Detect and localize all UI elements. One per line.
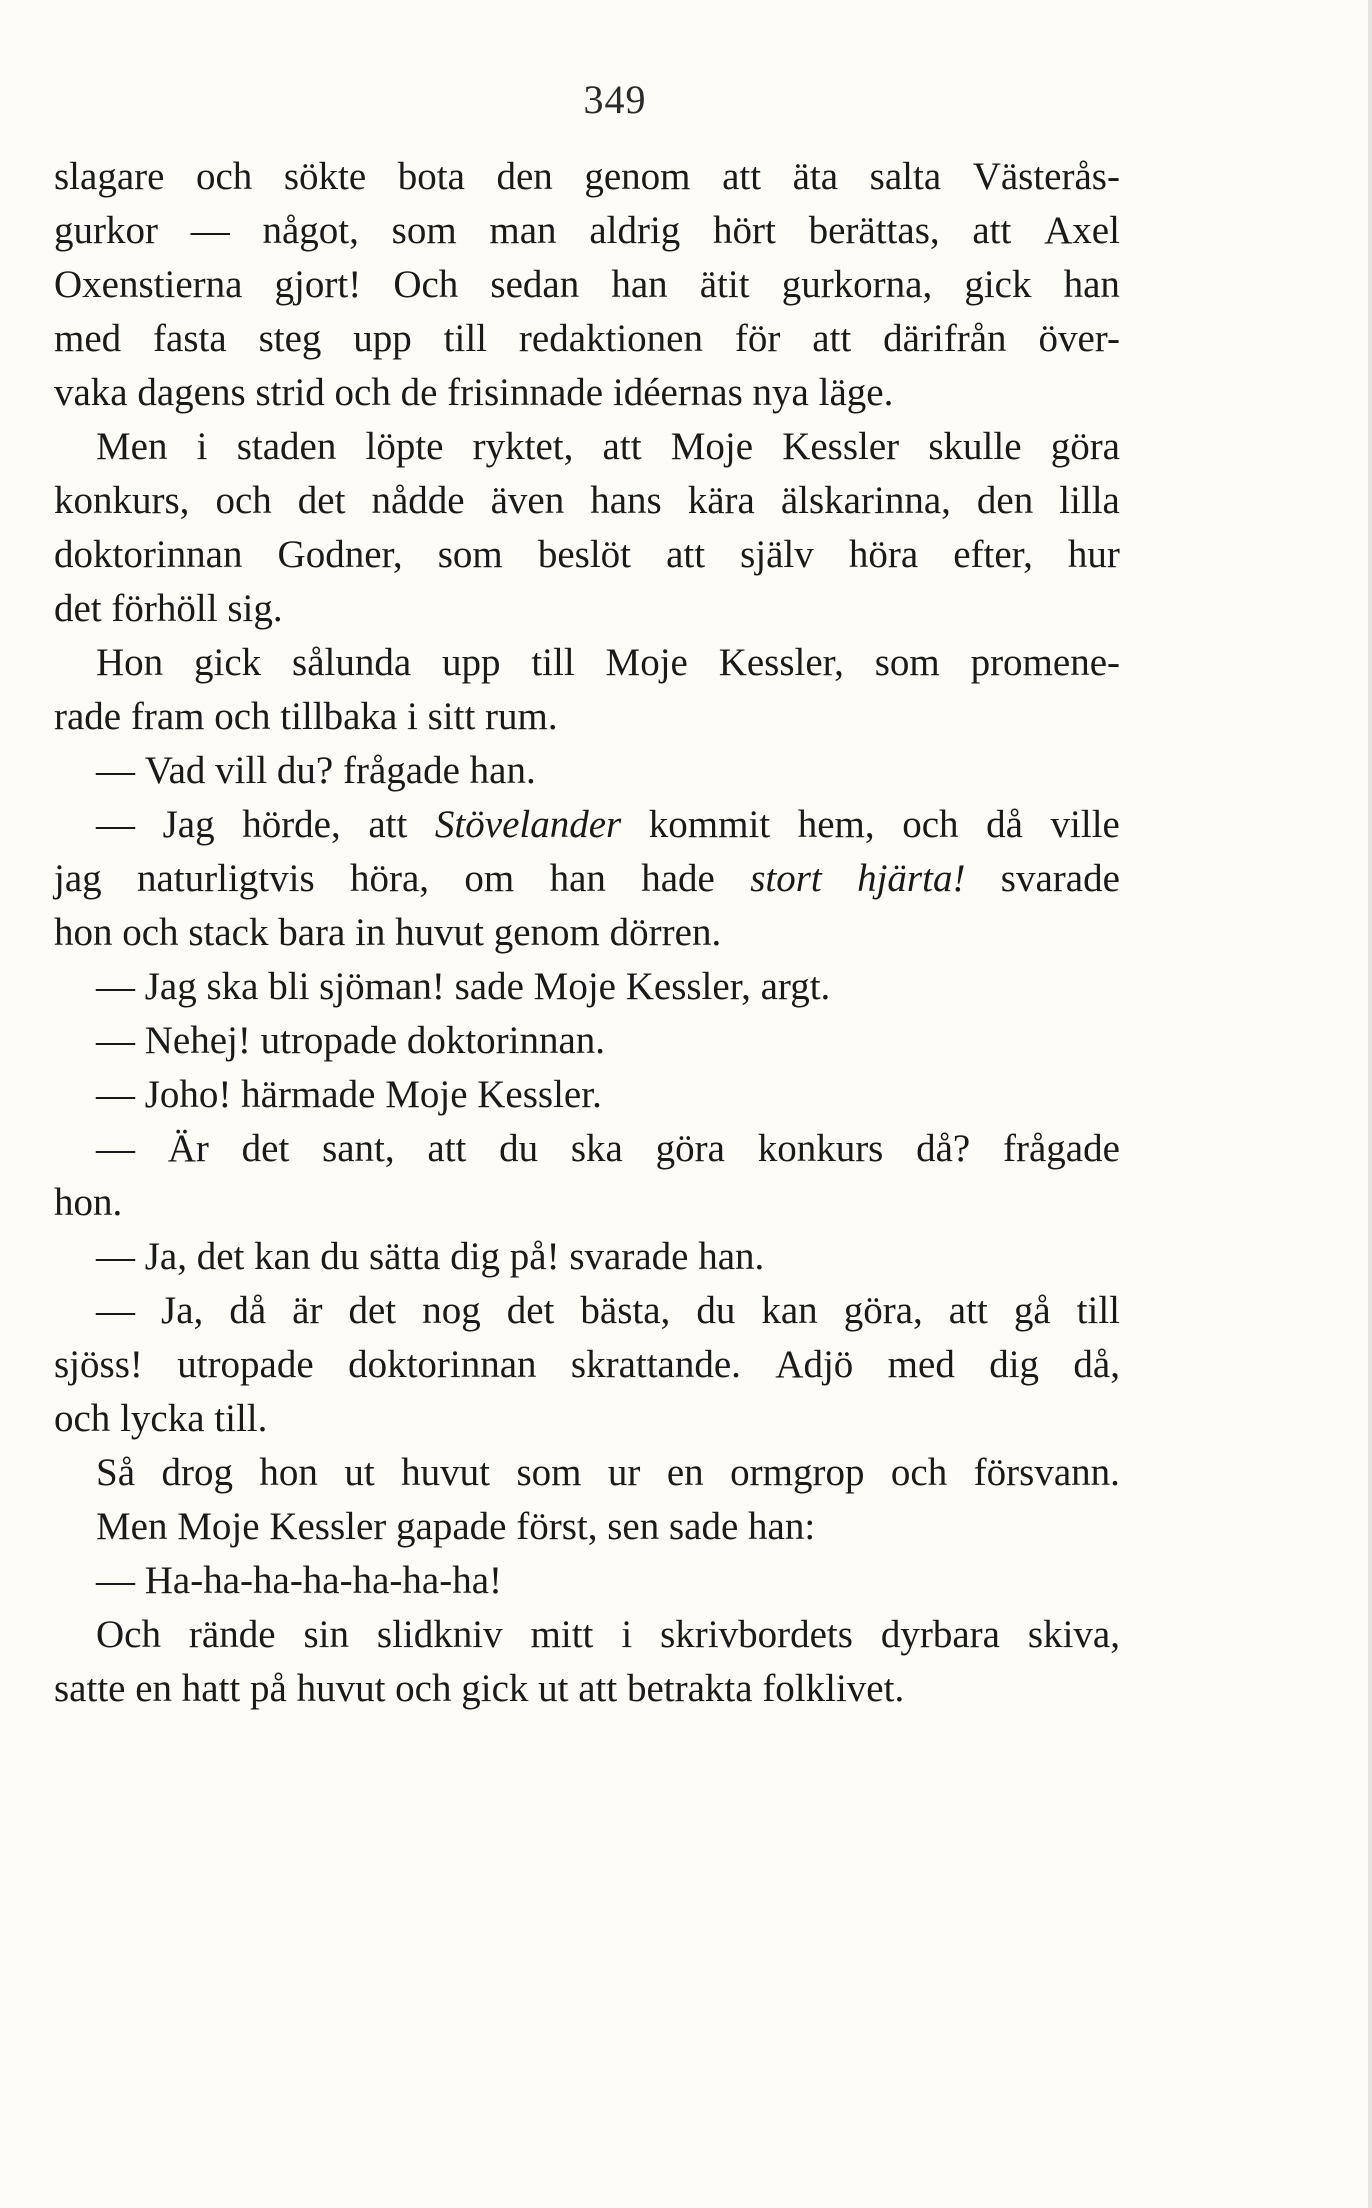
text-line: hon och stack bara in huvut genom dörren. [54, 911, 722, 954]
text-line: satte en hatt på huvut och gick ut att betrakta folklivet. [54, 1667, 905, 1710]
text-line: hon. [54, 1181, 123, 1224]
text-line: Så drog hon ut huvut som ur en ormgrop och försvann. [96, 1451, 1120, 1494]
text-line: — Nehej! utropade doktorinnan. [96, 1019, 606, 1062]
text-line: Men i staden löpte ryktet, att Moje Kessler skulle göra [96, 425, 1120, 468]
text-line: det förhöll sig. [54, 587, 283, 630]
text-line: doktorinnan Godner, som beslöt att själv höra efter, hur [54, 533, 1120, 576]
text-line: och lycka till. [54, 1397, 268, 1440]
text-line: Oxenstierna gjort! Och sedan han ätit gurkorna, gick han [54, 263, 1120, 306]
text-line: — Ja, då är det nog det bästa, du kan göra, att gå till [96, 1289, 1120, 1332]
text-line: med fasta steg upp till redaktionen för att därifrån över- [54, 317, 1120, 360]
text-line: — Ha-ha-ha-ha-ha-ha-ha! [96, 1559, 502, 1602]
text-line: — Vad vill du? frågade han. [96, 749, 536, 792]
text-line: rade fram och tillbaka i sitt rum. [54, 695, 558, 738]
text-line: — Joho! härmade Moje Kessler. [96, 1073, 602, 1116]
text-line: sjöss! utropade doktorinnan skrattande. Adjö med dig då, [54, 1343, 1120, 1386]
text-line: — Ja, det kan du sätta dig på! svarade han. [96, 1235, 765, 1278]
text-line: konkurs, och det nådde även hans kära älskarinna, den lilla [54, 479, 1120, 522]
text-line: gurkor — något, som man aldrig hört berättas, att Axel [54, 209, 1120, 252]
text-line: Och rände sin slidkniv mitt i skrivbordets dyrbara skiva, [96, 1613, 1120, 1656]
text-line: slagare och sökte bota den genom att äta salta Västerås- [54, 155, 1120, 198]
text-line: Hon gick sålunda upp till Moje Kessler, som promene- [96, 641, 1120, 684]
body-text [54, 150, 1120, 1716]
text-line: — Jag hörde, att Stövelander kommit hem, och då ville [96, 803, 1120, 846]
page-number: 349 [583, 77, 647, 122]
text-line: — Är det sant, att du ska göra konkurs då? frågade [96, 1127, 1120, 1170]
text-line: jag naturligtvis höra, om han hade stort hjärta! svarade [54, 857, 1120, 900]
text-line: Men Moje Kessler gapade först, sen sade han: [96, 1505, 816, 1548]
page-edge [1368, 0, 1372, 2208]
text-line: — Jag ska bli sjöman! sade Moje Kessler, argt. [96, 965, 831, 1008]
text-line: vaka dagens strid och de frisinnade idéernas nya läge. [54, 371, 894, 414]
